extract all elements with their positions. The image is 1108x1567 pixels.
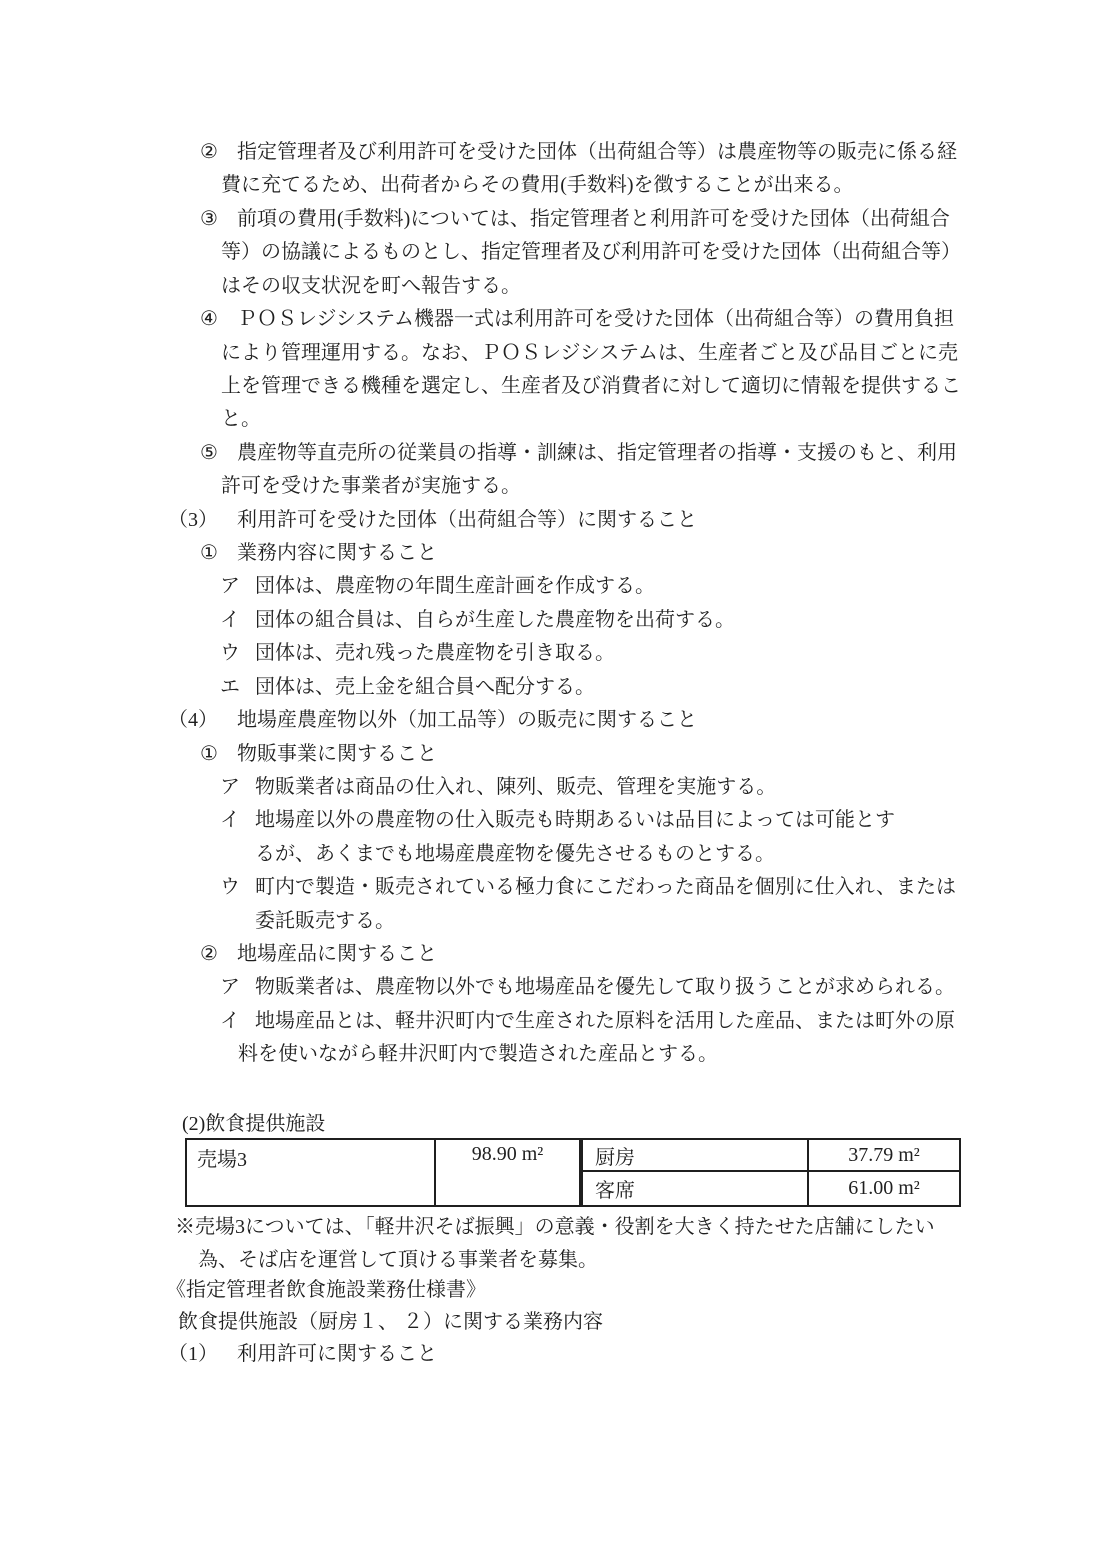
doc-line: [220, 804, 895, 837]
line-text: 《指定管理者飲食施設業務仕様書》: [166, 1279, 486, 1301]
doc-line: [221, 236, 961, 269]
spec-subtitle: [178, 1306, 603, 1339]
line-text: 許可を受けた事業者が実施する。: [221, 475, 521, 497]
line-text: と。: [221, 408, 261, 430]
doc-line: [168, 704, 697, 737]
line-text: 費に充てるため、出荷者からその費用(手数料)を徴することが出来る。: [221, 174, 854, 196]
doc-line: [220, 671, 595, 704]
line-text: 為、そば店を運営して頂ける事業者を募集。: [198, 1249, 598, 1271]
doc-line: [221, 169, 854, 202]
line-text: 町内で製造・販売されている極力食にこだわった商品を個別に仕入れ、または: [255, 876, 956, 898]
line-text: 団体は、売上金を組合員へ配分する。: [255, 676, 595, 698]
doc-line: [221, 470, 521, 503]
doc-line: [255, 838, 775, 871]
doc-line: [221, 370, 961, 403]
line-text: 物販業者は商品の仕入れ、陳列、販売、管理を実施する。: [255, 776, 777, 798]
item-marker: ①: [200, 743, 218, 765]
item-marker: （3）: [168, 509, 218, 531]
line-text: 地場産品とは、軽井沢町内で生産された原料を活用した産品、または町外の原: [255, 1010, 955, 1032]
line-text: 団体は、売れ残った農産物を引き取る。: [255, 642, 615, 664]
line-text: 団体の組合員は、自らが生産した農産物を出荷する。: [255, 609, 735, 631]
line-text: 等）の協議によるものとし、指定管理者及び利用許可を受けた団体（出荷組合等）: [221, 241, 961, 263]
cell-kitchen-label: [581, 1139, 808, 1171]
line-text: 農産物等直売所の従業員の指導・訓練は、指定管理者の指導・支援のもと、利用: [237, 442, 957, 464]
item-marker: ①: [200, 542, 218, 564]
doc-line: [168, 504, 697, 537]
item-marker: エ: [220, 676, 240, 698]
doc-line: [200, 303, 954, 336]
spec-title: [166, 1274, 486, 1307]
cell-sales-area-label: [186, 1139, 435, 1206]
cell-text: 61.00 m²: [848, 1177, 920, 1199]
line-text: 利用許可を受けた団体（出荷組合等）に関すること: [237, 509, 697, 531]
item-marker: ③: [200, 208, 218, 230]
doc-line: [255, 905, 395, 938]
facility-table: [185, 1138, 961, 1207]
cell-seating-label: [581, 1171, 808, 1206]
doc-line: [168, 1338, 437, 1371]
cell-text: 37.79 m²: [848, 1143, 920, 1166]
line-text: 利用許可に関すること: [237, 1343, 437, 1365]
facility-heading: [182, 1108, 325, 1141]
note-line-2: [198, 1244, 598, 1277]
doc-line: [220, 971, 955, 1004]
line-text: 飲食提供施設（厨房１、 ２）に関する業務内容: [178, 1311, 603, 1333]
item-marker: （1）: [168, 1343, 218, 1365]
line-text: 物販業者は、農産物以外でも地場産品を優先して取り扱うことが求められる。: [255, 976, 955, 998]
doc-line: [220, 637, 615, 670]
doc-line: [220, 771, 776, 804]
item-marker: イ: [220, 609, 240, 631]
item-marker: ②: [200, 943, 218, 965]
doc-line: [220, 570, 655, 603]
cell-kitchen-value: [808, 1139, 960, 1171]
cell-seating-value: [808, 1171, 960, 1206]
doc-line: [238, 1038, 718, 1071]
line-text: 団体は、農産物の年間生産計画を作成する。: [255, 575, 655, 597]
line-text: 前項の費用(手数料)については、指定管理者と利用許可を受けた団体（出荷組合: [237, 208, 950, 230]
doc-line: [220, 1005, 955, 1038]
line-text: 物販事業に関すること: [237, 743, 437, 765]
line-text: 指定管理者及び利用許可を受けた団体（出荷組合等）は農産物等の販売に係る経: [237, 141, 957, 163]
item-marker: ④: [200, 308, 218, 330]
doc-line: [220, 871, 956, 904]
line-text: (2)飲食提供施設: [182, 1113, 326, 1135]
item-marker: ⑤: [200, 442, 218, 464]
doc-line: [221, 337, 958, 370]
cell-text: 98.90 m²: [471, 1143, 544, 1165]
line-text: 上を管理できる機種を選定し、生産者及び消費者に対して適切に情報を提供するこ: [221, 375, 961, 397]
line-text: により管理運用する。なお、ＰＯＳレジシステムは、生産者ごと及び品目ごとに売: [221, 342, 958, 364]
line-text: るが、あくまでも地場産農産物を優先させるものとする。: [255, 843, 775, 865]
line-text: 業務内容に関すること: [237, 542, 437, 564]
item-marker: ウ: [220, 876, 240, 898]
cell-text: 客席: [595, 1180, 635, 1202]
line-text: はその収支状況を町へ報告する。: [221, 275, 521, 297]
doc-line: [200, 437, 957, 470]
note-line-1: [175, 1211, 935, 1244]
item-marker: イ: [220, 1010, 240, 1032]
doc-line: [200, 537, 437, 570]
item-marker: ア: [220, 776, 240, 798]
line-text: 委託販売する。: [255, 910, 395, 932]
line-text: 地場産以外の農産物の仕入販売も時期あるいは品目によっては可能とす: [255, 809, 895, 831]
item-marker: ウ: [220, 642, 240, 664]
cell-text: 売場3: [197, 1149, 247, 1171]
doc-line: [200, 738, 437, 771]
line-text: 地場産品に関すること: [237, 943, 437, 965]
line-text: ＰＯＳレジシステム機器一式は利用許可を受けた団体（出荷組合等）の費用負担: [237, 308, 954, 330]
doc-line: [200, 203, 950, 236]
item-marker: ア: [220, 575, 240, 597]
item-marker: ②: [200, 141, 218, 163]
item-marker: （4）: [168, 709, 218, 731]
doc-line: [221, 403, 261, 436]
cell-text: 厨房: [595, 1146, 635, 1169]
cell-sales-area-value: [435, 1139, 581, 1206]
doc-line: [200, 136, 957, 169]
item-marker: イ: [220, 809, 240, 831]
doc-line: [221, 270, 521, 303]
line-text: ※売場3については、「軽井沢そば振興」の意義・役割を大きく持たせた店舗にしたい: [175, 1216, 935, 1238]
item-marker: ア: [220, 976, 240, 998]
line-text: 地場産農産物以外（加工品等）の販売に関すること: [237, 709, 697, 731]
doc-line: [220, 604, 735, 637]
doc-line: [200, 938, 437, 971]
line-text: 料を使いながら軽井沢町内で製造された産品とする。: [238, 1043, 718, 1065]
